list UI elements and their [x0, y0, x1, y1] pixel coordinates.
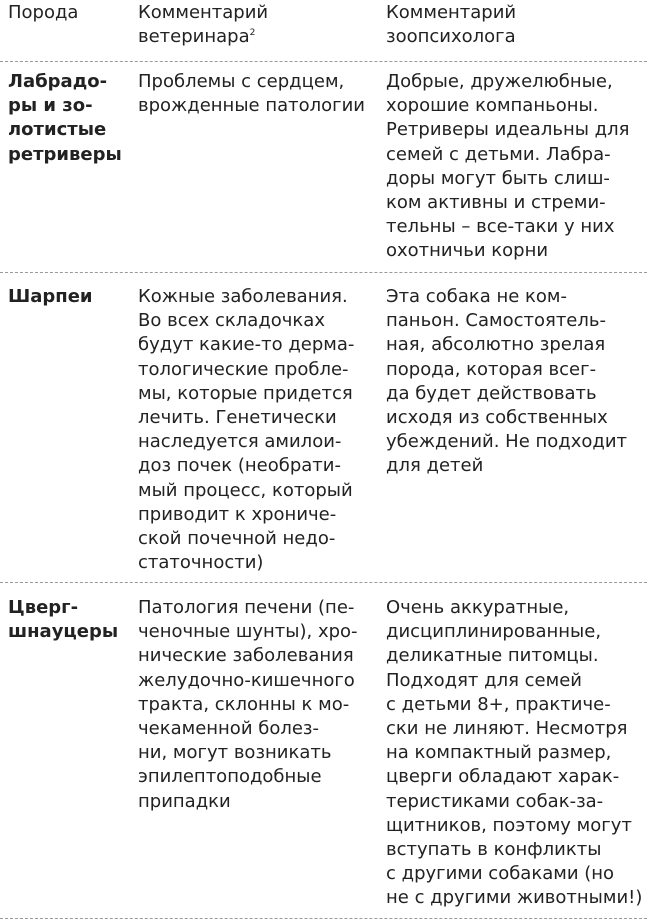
psych-comment: Очень аккуратные, дисциплинированные, деликатные питомцы. Подходят для семей с детьми 8+, практиче- ски не линяют. Несмотря на компактный размер, цверги обладают харак- теристиками собак-за- щитников, поэтому могут вступать в конфликты с другими собаками (но не с другими животными!)	[386, 597, 643, 909]
row-separator	[0, 61, 647, 62]
row-separator	[0, 272, 647, 273]
psych-comment: Добрые, дружелюбные, хорошие компаньоны. Ретриверы идеальны для семей с детьми. Лабра- доры могут быть слиш- ком активны и стреми- тельны – все-таки у них охотничьи корни	[386, 71, 630, 262]
header-breed: Порода	[8, 2, 79, 23]
footnote-marker: 2	[249, 28, 256, 39]
header-vet-text: Комментарий ветеринара	[138, 2, 269, 48]
vet-comment: Патология печени (пе- ченочные шунты), хро- нические заболевания желудочно-кишечного тракта, склонны к мо- чекаменной болез- ни, могут возникать эпилептоподобные припадки	[138, 597, 358, 812]
row-separator	[0, 918, 647, 919]
vet-comment: Проблемы с сердцем, врожденные патологии	[138, 71, 365, 117]
vet-comment: Кожные заболевания. Во всех складочках будут какие-то дерма- тологические пробле- мы, которые придется лечить. Генетически наследуется амилои- доз почек (необрати- мый процесс, который приводит к хрониче- ской почечной недо- статочности)	[138, 286, 355, 574]
psych-comment: Эта собака не ком- паньон. Самостоятель- ная, абсолютно зрелая порода, которая всег- да будет действовать исходя из собственных убеждений. Не подходит для детей	[386, 286, 628, 477]
breed-name: Шарпеи	[8, 286, 93, 307]
breed-name: Лабрадо- ры и зо- лотистые ретриверы	[8, 71, 122, 165]
header-psych-comment: Комментарий зоопсихолога	[386, 2, 517, 48]
breed-name: Цверг- шнауцеры	[8, 597, 119, 643]
header-vet-comment	[138, 1, 380, 49]
row-separator	[0, 582, 647, 583]
